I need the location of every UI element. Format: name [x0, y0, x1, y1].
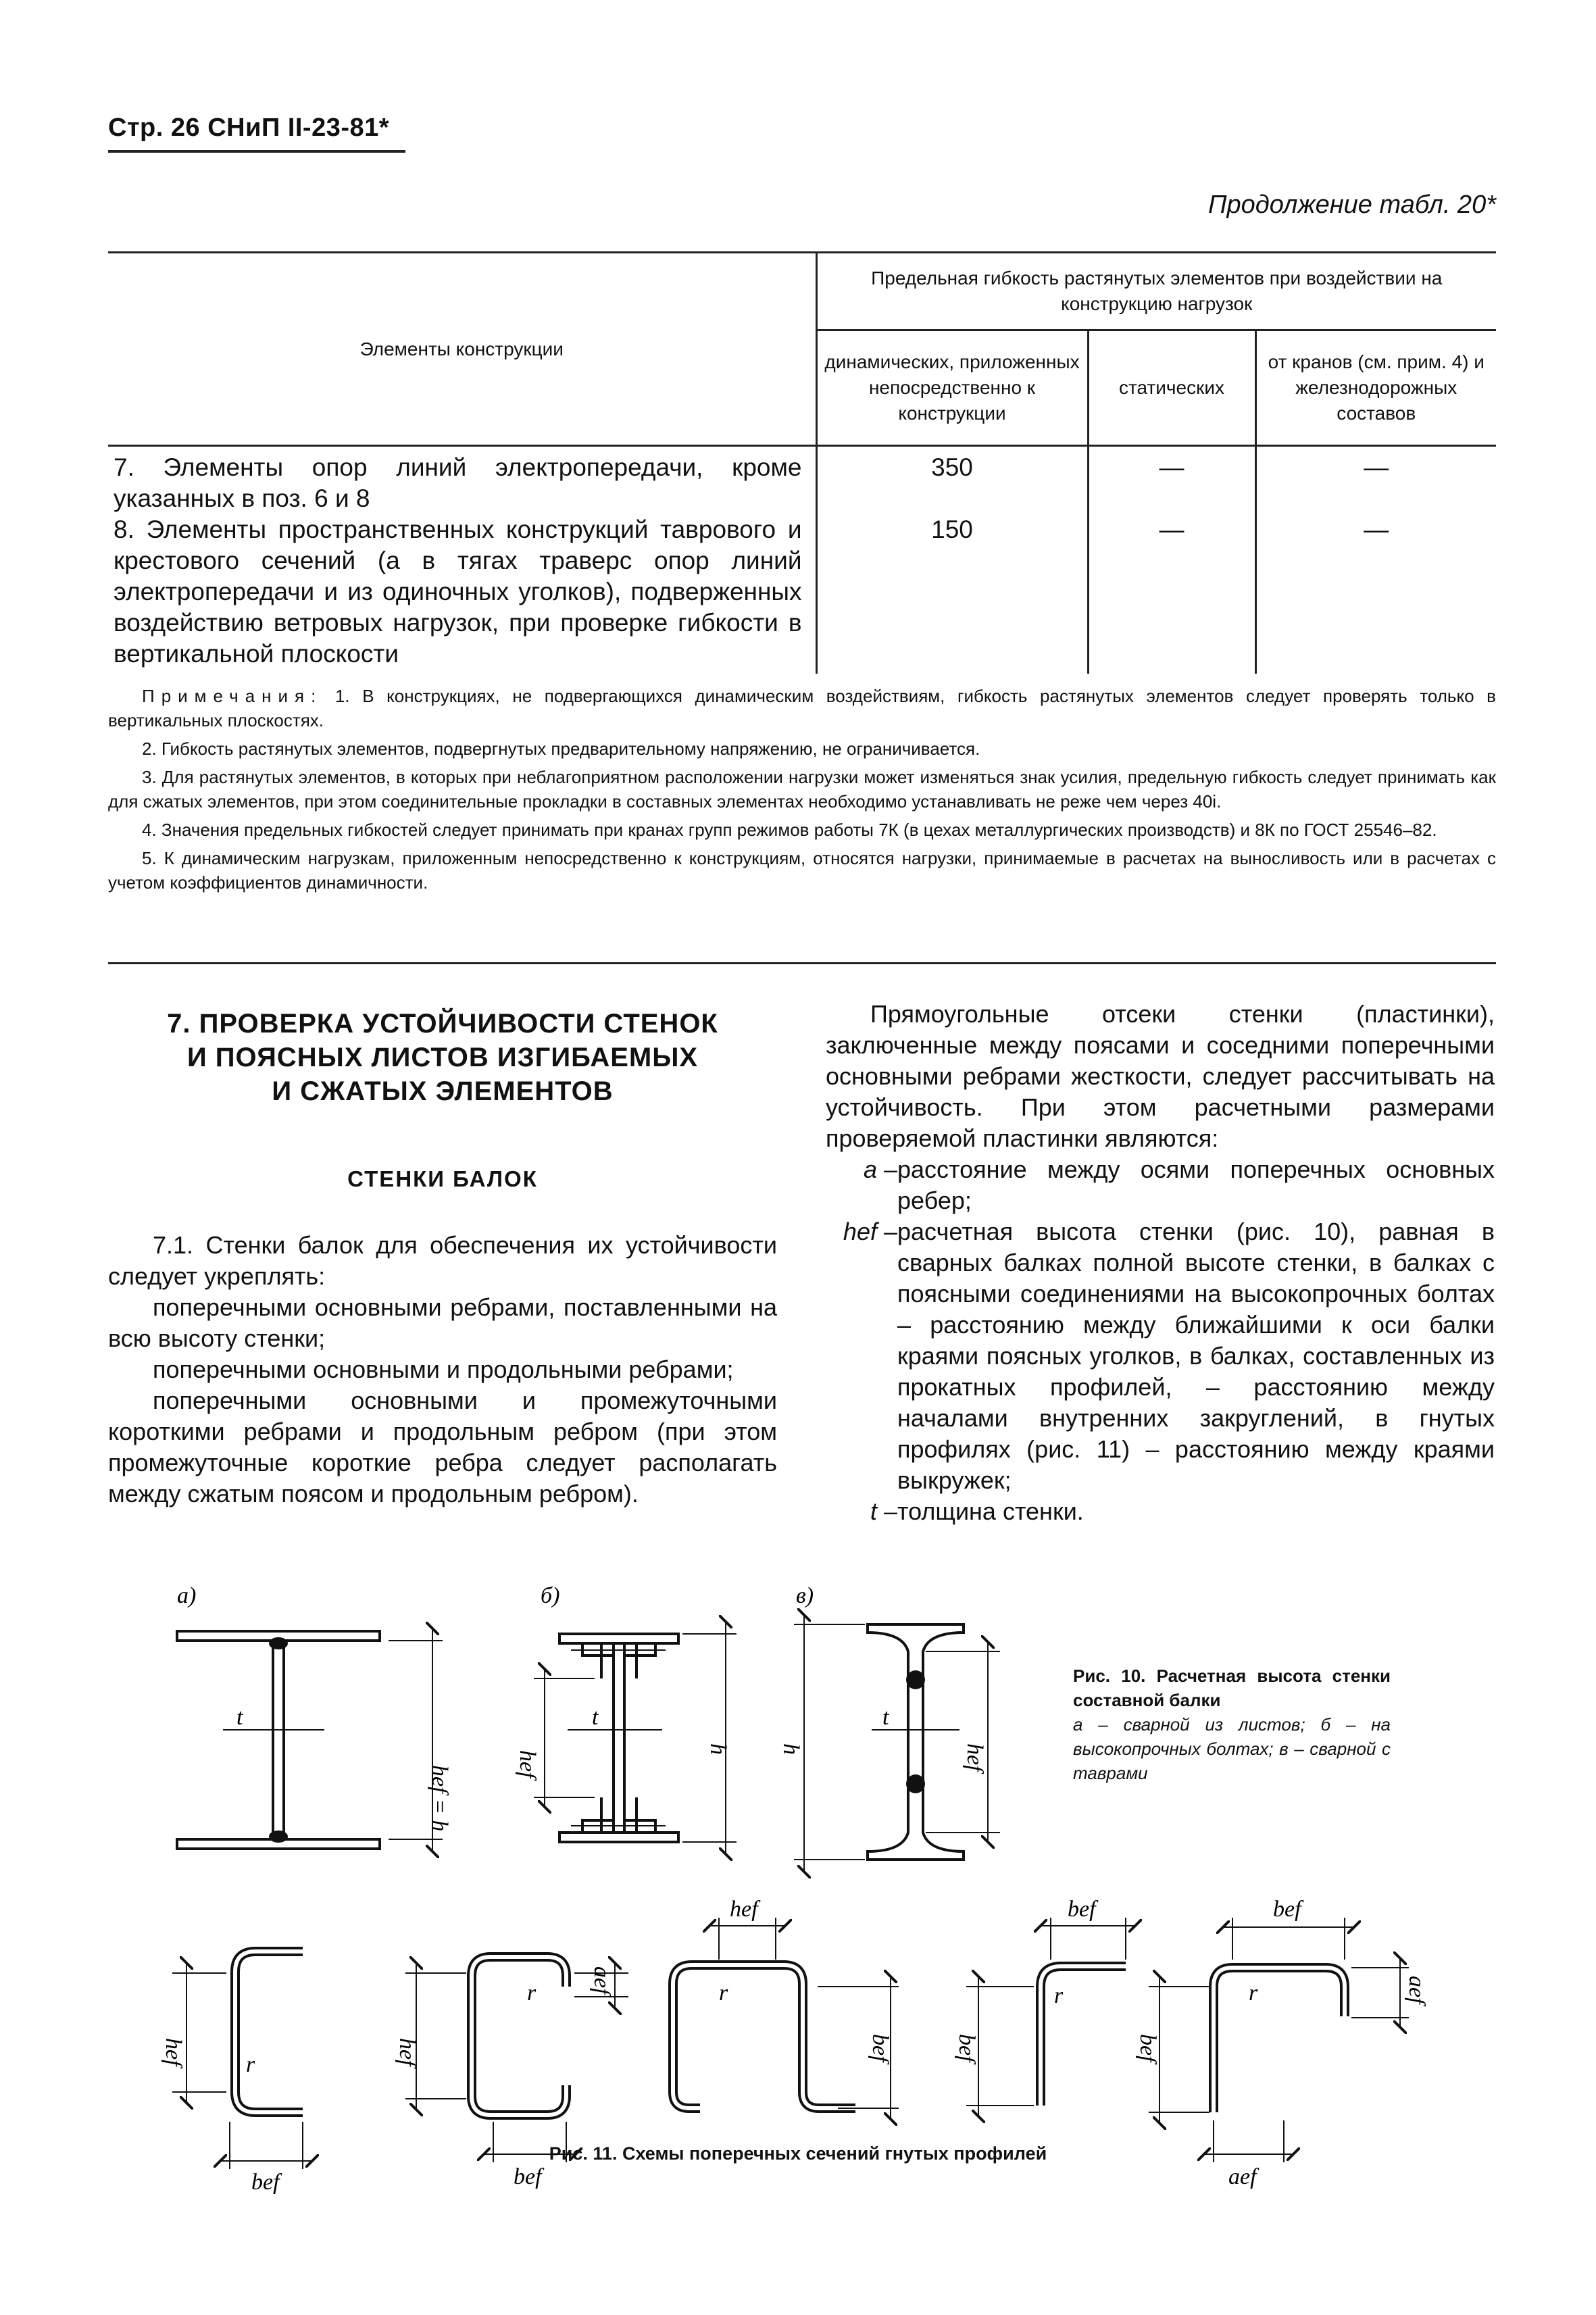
- list-item: поперечными основными и продольными ребрами;: [153, 1355, 734, 1383]
- fig11-3-r: r: [719, 1981, 728, 2006]
- list-item: поперечными основными и промежуточными короткими ребрами и продольным ребром (при этом промежуточные короткие ребра следует располагать между сжатым поясом и продольным ребром).: [108, 1387, 777, 1508]
- col-group-header: Предельная гибкость растянутых элементов при воздействии на конструкцию нагрузок: [816, 253, 1496, 330]
- definition-hef: hef – расчетная высота стенки (рис. 10), равная в сварных балках полной высоте стенки, в балках с поясными соединениями на высокопрочных болтах – расстоянию между ближайшими к оси балки краями поясных уголков, в балках, составленных из прокатных профилей, – расстоянию между началами внутренних закруглений, в гнутых профилях (рис. 11) – расстоянию между краями выкружек;: [843, 1218, 1495, 1494]
- fig11-profile-angle: [966, 1918, 1135, 2116]
- fig11-4-r: r: [1054, 1983, 1064, 2008]
- definition-t: t – толщина стенки.: [870, 1497, 1084, 1525]
- row-value: —: [1088, 514, 1255, 674]
- fig11-5-aef: aef: [1404, 1976, 1429, 2004]
- row-value: 350: [816, 446, 1088, 515]
- right-intro: Прямоугольные отсеки стенки (пластинки), заключенные между поясами и соседними поперечными основными ребрами жесткости, следует рассчитывать на устойчивость. При этом расчетными размерами проверяемой пластинки являются:: [826, 1000, 1495, 1152]
- fig10-b-t: t: [592, 1705, 599, 1730]
- page-header: Стр. 26 СНиП II-23-81*: [108, 114, 390, 142]
- fig11-3-bef: bef: [868, 2034, 893, 2062]
- fig11-1-hef: hef: [161, 2038, 186, 2066]
- fig10-label-b: б): [541, 1583, 560, 1608]
- fig11-4-bef-v: bef: [954, 2034, 979, 2062]
- fig11-2-bef: bef: [514, 2164, 542, 2189]
- sub-col-cranes: от кранов (см. прим. 4) и железнодорожных составов: [1255, 330, 1496, 446]
- fig11-profile-channel-1: [172, 1951, 312, 2169]
- fig11-5-bef: bef: [1273, 1897, 1301, 1922]
- fig10-label-v: в): [796, 1583, 814, 1608]
- clause-7-1: 7.1. Стенки балок для обеспечения их устойчивости следует укреплять:: [108, 1231, 777, 1290]
- sub-col-dynamic: динамических, приложенных непосредственно к конструкции: [816, 330, 1088, 446]
- fig11-5-bef-v: bef: [1135, 2034, 1160, 2062]
- fig10-v-hef: hef: [962, 1743, 987, 1772]
- fig11-2-aef: aef: [589, 1966, 614, 1995]
- section-subtitle: СТЕНКИ БАЛОК: [347, 1166, 538, 1191]
- fig11-3-hef: hef: [730, 1897, 758, 1922]
- fig11-profile-hat: [1149, 1918, 1409, 2162]
- fig11-profile-z: [673, 1918, 899, 2119]
- row-value: 150: [816, 514, 1088, 674]
- row-value: —: [1255, 446, 1496, 515]
- note-4: 4. Значения предельных гибкостей следует принимать при кранах групп режимов работы 7К (в цехах металлургических производств) и 8К по ГОСТ 25546–82.: [142, 820, 1437, 840]
- col-elements-header: Элементы конструкции: [108, 253, 816, 446]
- notes-label: Примечания:: [142, 686, 323, 706]
- fig10-caption: [1073, 1664, 1391, 1785]
- fig10-a-welded-beam: [177, 1628, 443, 1851]
- fig10-caption-text: а – сварной из листов; б – на высокопрочных болтах; в – сварной с таврами: [1073, 1714, 1391, 1783]
- fig11-2-r: r: [527, 1981, 537, 2006]
- row-value: —: [1255, 514, 1496, 674]
- sub-col-static: статических: [1088, 330, 1255, 446]
- row-element: 7. Элементы опор линий электропередачи, кроме указанных в поз. 6 и 8: [114, 453, 802, 512]
- definition-a: a – расстояние между осями поперечных основных ребер;: [863, 1155, 1495, 1214]
- fig10-b-hef: hef: [515, 1750, 540, 1778]
- fig10-a-t: t: [236, 1705, 243, 1730]
- fig10-label-a: а): [177, 1583, 197, 1608]
- fig11-2-hef: hef: [395, 2038, 420, 2066]
- note-5: 5. К динамическим нагрузкам, приложенным непосредственно к конструкциям, относятся нагрузки, принимаемые в расчетах на выносливость или в расчетах с учетом коэффициентов динамичности.: [108, 848, 1496, 893]
- row-element: 8. Элементы пространственных конструкций таврового и крестового сечений (а в тягах траверс опор линий электропередачи и из одиночных уголков), подверженных воздействию ветровых нагрузок, при проверке гибкости в вертикальной плоскости: [114, 516, 802, 668]
- fig11-4-bef: bef: [1068, 1897, 1096, 1922]
- fig10-b-h: h: [705, 1743, 730, 1755]
- note-3: 3. Для растянутых элементов, в которых при неблагоприятном расположении нагрузки может изменяться знак усилия, предельную гибкость следует принимать как для сжатых элементов, при этом соединительные прокладки в составных элементах необходимо устанавливать не реже чем через 40i.: [108, 767, 1496, 812]
- row-value: —: [1088, 446, 1255, 515]
- fig10-v-t: t: [882, 1705, 889, 1730]
- fig10-caption-title: Рис. 10. Расчетная высота стенки составной балки: [1073, 1666, 1391, 1710]
- fig11-5-aef-h: aef: [1228, 2164, 1257, 2189]
- note-1: 1. В конструкциях, не подвергающихся динамическим воздействиям, гибкость растянутых элементов следует проверять только в вертикальных плоскостях.: [108, 686, 1496, 730]
- list-item: поперечными основными ребрами, поставленными на всю высоту стенки;: [108, 1293, 777, 1352]
- fig10-b-bolted-beam: [534, 1622, 737, 1854]
- table-continuation: Продолжение табл. 20*: [1207, 191, 1496, 219]
- fig10-a-hef-eq-h: hef = h: [427, 1765, 452, 1832]
- fig11-1-r: r: [246, 2052, 255, 2077]
- fig11-5-r: r: [1249, 1981, 1258, 2006]
- fig11-1-bef: bef: [251, 2170, 280, 2195]
- note-2: 2. Гибкость растянутых элементов, подвергнутых предварительному напряжению, не ограничивается.: [142, 739, 980, 759]
- fig10-v-h: h: [778, 1743, 803, 1755]
- section-title: 7. ПРОВЕРКА УСТОЙЧИВОСТИ СТЕНОК И ПОЯСНЫХ ЛИСТОВ ИЗГИБАЕМЫХ И СЖАТЫХ ЭЛЕМЕНТОВ: [167, 1009, 718, 1106]
- fig11-caption: Рис. 11. Схемы поперечных сечений гнутых профилей: [549, 2143, 1047, 2164]
